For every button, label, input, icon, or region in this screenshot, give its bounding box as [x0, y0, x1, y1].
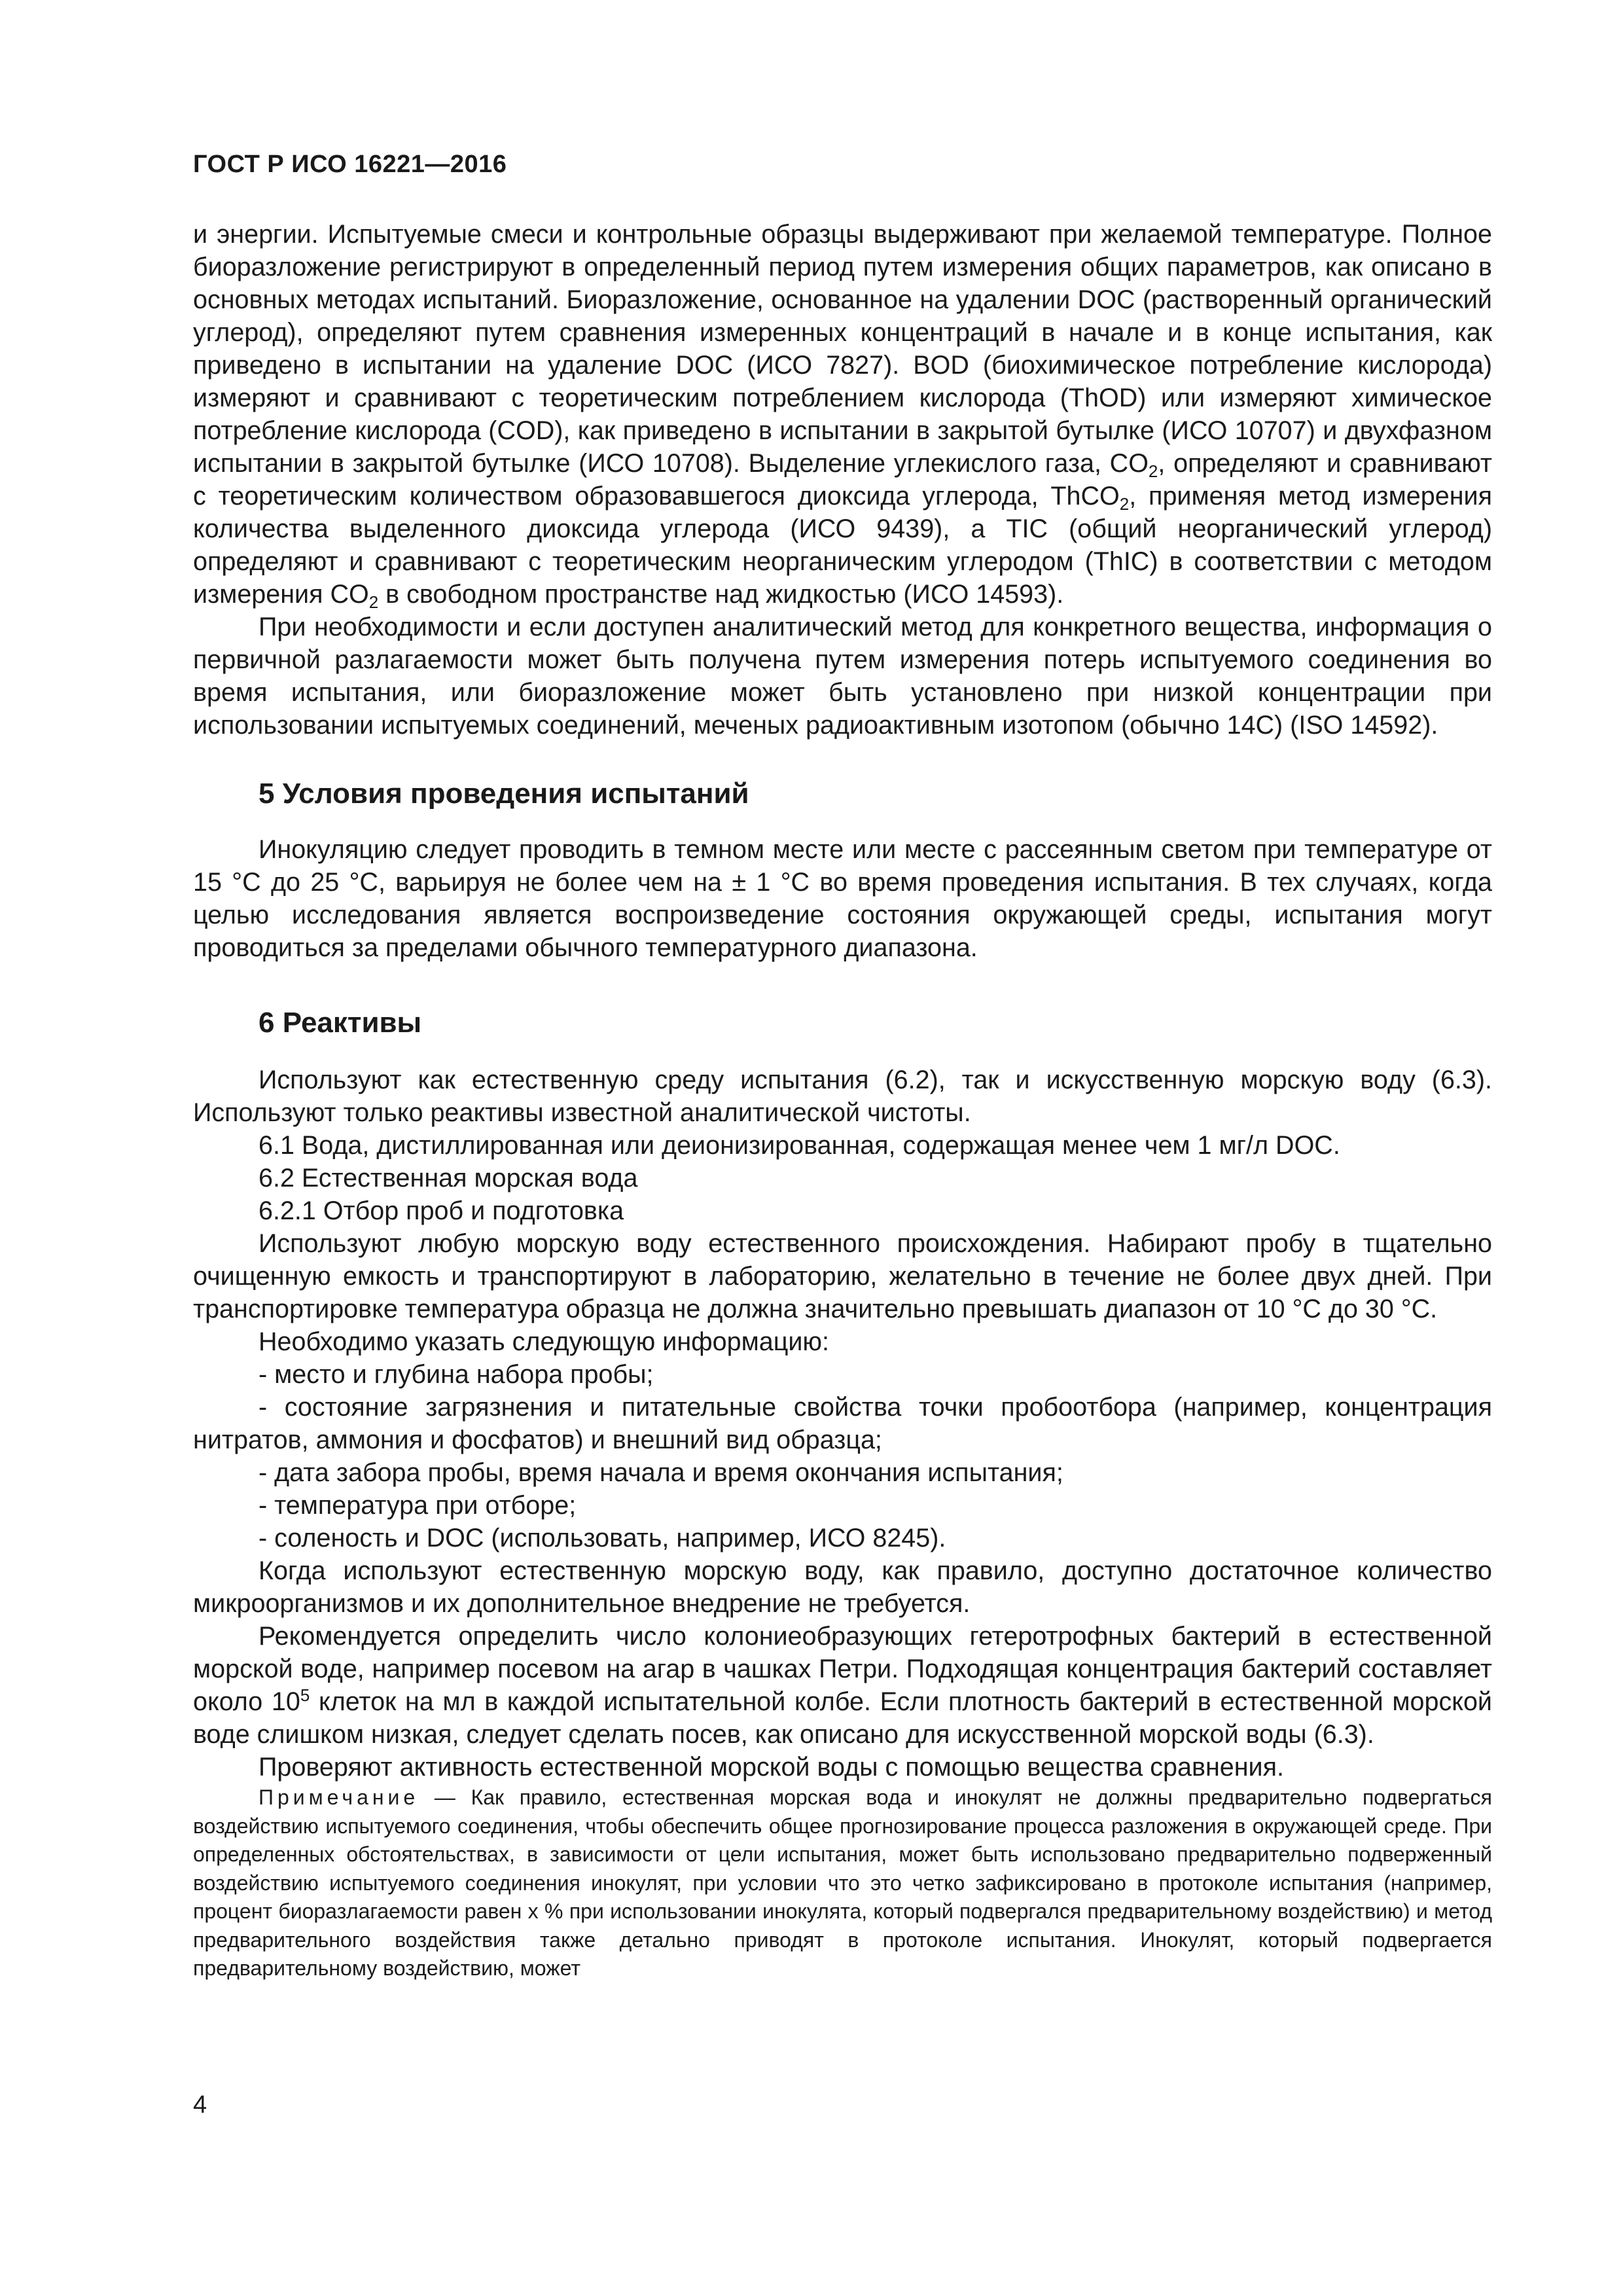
info-paragraph: Необходимо указать следующую информацию: [259, 1327, 830, 1356]
list-item: - соленость и DOC (использовать, например, ИСО 8245). [259, 1524, 946, 1552]
sampling-paragraph: Используют любую морскую воду естественного происхождения. Набирают пробу в тщательно очищенную емкость и транспортируют в лабораторию, желательно в течение не более двух дней. При транспортировке температура образца не должна значительно превышать диапазон от 10 °С до 30 °С. [193, 1229, 1492, 1323]
intro-paragraph-1 [193, 218, 1492, 611]
superscript: 5 [300, 1685, 310, 1705]
text-run: в свободном пространстве над жидкостью (ИСО 14593). [378, 580, 1064, 609]
note-text: — Как правило, естественная морская вода и инокулят не должны предварительно подвергаться воздействию испытуемого соединения, чтобы обеспечить общее прогнозирование процесса разложения в окружающей среде. При определенных обстоятельствах, в зависимости от цели испытания, может быть использовано предварительно подверженный воздействию испытуемого соединения инокулят, при условии что это четко зафиксировано в протоколе испытания (например, процент биоразлагаемости равен х % при использовании инокулята, который подвергался предварительному воздействию) и метод предварительного воздействия также детально приводят в протоколе испытания. Инокулят, который подвергается предварительному воздействию, может [193, 1785, 1492, 1980]
document-body [193, 218, 1492, 1983]
text-run: , применяя метод измерения количества выделенного диоксида углерода (ИСО 9439), а TIC (общий неорганический углерод) определяют и сравнивают с теоретическим неорганическим углеродом (ThIC) в соответствии с методом измерения CO [193, 482, 1492, 609]
text-run: и энергии. Испытуемые смеси и контрольные образцы выдерживают при желаемой температуре. Полное биоразложение регистрируют в определенный период путем измерения общих параметров, как описано в основных методах испытаний. Биоразложение, основанное на удалении DOC (растворенный органический углерод), определяют путем сравнения измеренных концентраций в начале и в конце испытания, как приведено в испытании на удаление DOC (ИСО 7827). BOD (биохимическое потребление кислорода) измеряют и сравнивают с теоретическим потреблением кислорода (ThOD) или измеряют химическое потребление кислорода (COD), как приведено в испытании в закрытой бутылке (ИСО 10707) и двухфазном испытании в закрытой бутылке (ИСО 10708). Выделение углекислого газа, CO [193, 220, 1492, 478]
clause-6-2-1: 6.2.1 Отбор проб и подготовка [259, 1196, 624, 1225]
list-item: - температура при отборе; [259, 1491, 577, 1520]
check-paragraph: Проверяют активность естественной морской воды с помощью вещества сравнения. [259, 1753, 1284, 1782]
section-6-intro: Используют как естественную среду испытания (6.2), так и искусственную морскую воду (6.3). Используют только реактивы известной аналитической чистоты. [193, 1066, 1492, 1127]
page-number: 4 [193, 2091, 207, 2119]
section-6-heading: 6 Реактивы [259, 1007, 422, 1039]
note-label: Примечание [259, 1785, 419, 1809]
section-5-heading: 5 Условия проведения испытаний [259, 778, 749, 810]
clause-6-2: 6.2 Естественная морская вода [259, 1164, 638, 1193]
bacteria-paragraph [193, 1620, 1492, 1751]
intro-paragraph-2: При необходимости и если доступен аналитический метод для конкретного вещества, информация о первичной разлагаемости может быть получена путем измерения потерь испытуемого соединения во время испытания, или биоразложение может быть установлено при низкой концентрации при использовании испытуемых соединений, меченых радиоактивным изотопом (обычно 14С) (ISO 14592). [193, 613, 1492, 740]
natural-water-paragraph: Когда используют естественную морскую воду, как правило, доступно достаточное количество микроорганизмов и их дополнительное внедрение не требуется. [193, 1556, 1492, 1618]
note-paragraph [193, 1784, 1492, 1983]
subscript: 2 [368, 592, 379, 612]
text-run: клеток на мл в каждой испытательной колбе. Если плотность бактерий в естественной морской воде слишком низкая, следует сделать посев, как описано для искусственной морской воды (6.3). [193, 1687, 1492, 1749]
clause-6-1: 6.1 Вода, дистиллированная или деионизированная, содержащая менее чем 1 мг/л DOC. [259, 1131, 1340, 1160]
text-run: Рекомендуется определить число колониеобразующих гетеротрофных бактерий в естественной морской воде, например посевом на агар в чашках Петри. Подходящая концентрация бактерий составляет около 10 [193, 1622, 1492, 1716]
subscript: 2 [1148, 461, 1158, 481]
list-item: - состояние загрязнения и питательные свойства точки пробоотбора (например, концентрация нитратов, аммония и фосфатов) и внешний вид образца; [193, 1393, 1492, 1454]
document-header: ГОСТ Р ИСО 16221—2016 [193, 151, 507, 178]
list-item: - дата забора пробы, время начала и время окончания испытания; [259, 1458, 1063, 1487]
subscript: 2 [1119, 494, 1130, 514]
section-5-paragraph: Инокуляцию следует проводить в темном месте или месте с рассеянным светом при температуре от 15 °С до 25 °С, варьируя не более чем на ± 1 °С во время проведения испытания. В тех случаях, когда целью исследования является воспроизведение состояния окружающей среды, испытания могут проводиться за пределами обычного температурного диапазона. [193, 835, 1492, 962]
text-run: , определяют и сравнивают с теоретическим количеством образовавшегося диоксида углерода, ThCO [193, 449, 1492, 511]
list-item: - место и глубина набора пробы; [259, 1360, 654, 1389]
